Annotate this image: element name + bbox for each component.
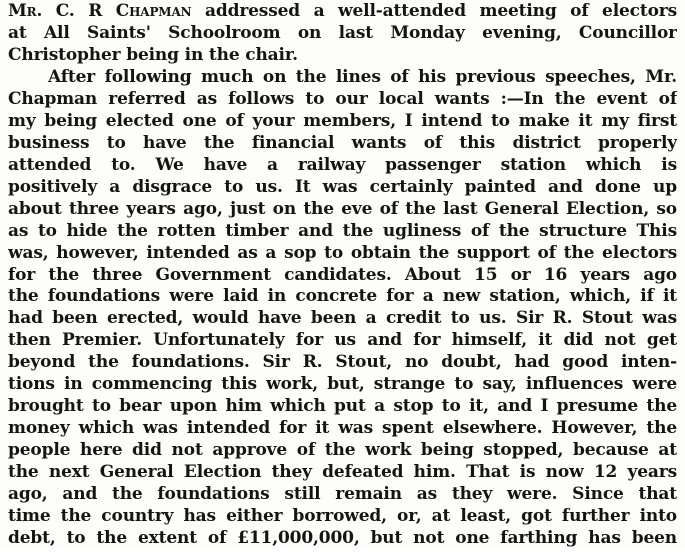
paragraph-2-line-4: business to have the financial wants of this district properly (8, 133, 677, 153)
paragraph-2-line-8: as to hide the rotten timber and the ugliness of the structure This (8, 221, 677, 241)
paragraph-2-line-15: tions in commencing this work, but, strange to say, influences were (8, 374, 677, 394)
paragraph-2-line-21: time the country has either borrowed, or, at least, got further into (8, 506, 677, 526)
paragraph-2-line-5: attended to. We have a railway passenger station which is (8, 155, 677, 175)
paragraph-2-line-14: beyond the foundations. Sir R. Stout, no doubt, had good inten- (8, 352, 677, 372)
paragraph-2-line-1: After following much on the lines of his previous speeches, Mr. (48, 67, 677, 87)
paragraph-1-line-2: at All Saints' Schoolroom on last Monday evening, Councillor (8, 23, 677, 43)
paragraph-2-line-16: brought to bear upon him which put a stop to it, and I presume the (8, 396, 677, 416)
paragraph-2-line-20: ago, and the foundations still remain as they were. Since that (8, 484, 677, 504)
paragraph-2-line-19: the next General Election they defeated him. That is now 12 years (8, 462, 677, 482)
paragraph-2-line-12: had been erected, would have been a credit to us. Sir R. Stout was (8, 308, 677, 328)
paragraph-2-line-18: people here did not approve of the work being stopped, because at (8, 440, 677, 460)
paragraph-2-line-2: Chapman referred as follows to our local wants :—In the event of (8, 89, 677, 109)
paragraph-2-line-3: my being elected one of your members, I intend to make it my first (8, 111, 677, 131)
paragraph-2-line-17: money which was intended for it was spent elsewhere. However, the (8, 418, 677, 438)
paragraph-1-line-1-text: addressed a well-attended meeting of electors (191, 1, 677, 21)
paragraph-2-line-9: was, however, intended as a sop to obtain the support of the electors (8, 243, 677, 263)
paragraph-2-line-13: then Premier. Unfortunately for us and for himself, it did not get (8, 330, 677, 350)
paragraph-1-line-3: Christopher being in the chair. (8, 45, 298, 65)
paragraph-2-line-11: the foundations were laid in concrete for a new station, which, if it (8, 286, 677, 306)
byline: Mr. C. R Chapman (8, 1, 192, 21)
paragraph-2-line-10: for the three Government candidates. About 15 or 16 years ago (8, 265, 677, 285)
paragraph-2-line-7: about three years ago, just on the eve of the last General Election, so (8, 199, 677, 219)
paragraph-2-line-6: positively a disgrace to us. It was certainly painted and done up (8, 177, 677, 197)
paragraph-2-line-22: debt, to the extent of £11,000,000, but not one farthing has been (8, 528, 677, 548)
